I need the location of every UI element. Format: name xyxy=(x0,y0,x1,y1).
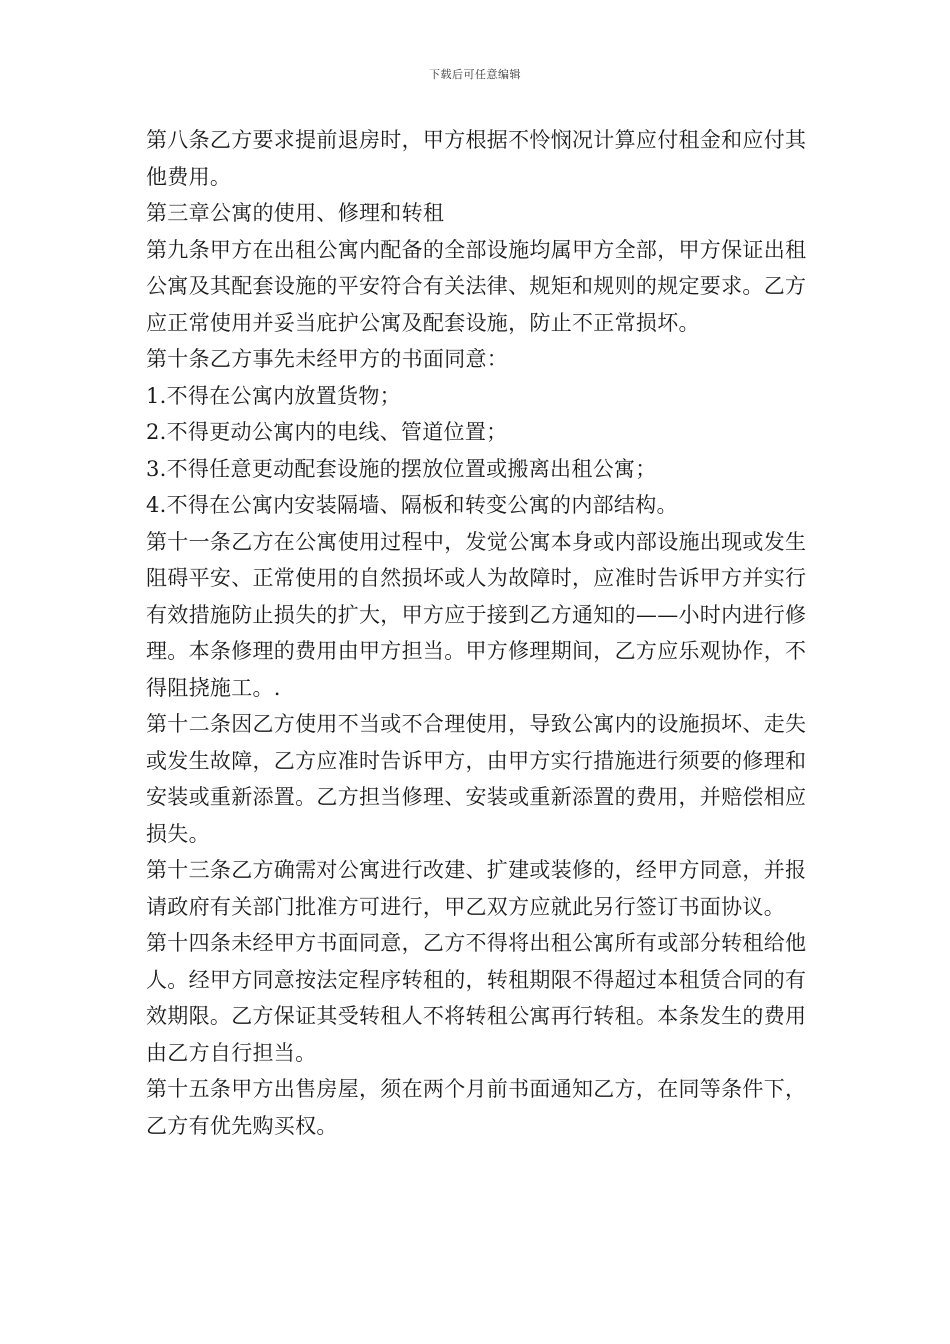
list-item-2: 2.不得更动公寓内的电线、管道位置； xyxy=(146,420,508,444)
list-item-3: 3.不得任意更动配套设施的摆放位置或搬离出租公寓； xyxy=(146,456,657,481)
paragraph-article-8: 第八条乙方要求提前退房时，甲方根据不怜悯况计算应付租金和应付其他费用。 xyxy=(146,128,807,189)
chapter-heading-3: 第三章公寓的使用、修理和转租 xyxy=(146,201,445,225)
paragraph-article-12: 第十二条因乙方使用不当或不合理使用，导致公寓内的设施损坏、走失或发生故障，乙方应准时告诉甲方，由甲方实行措施进行须要的修理和安装或重新添置。乙方担当修理、安装或重新添置的费用，并赔偿相应损失。 xyxy=(146,712,807,846)
list-item-4: 4.不得在公寓内安装隔墙、隔板和转变公寓的内部结构。 xyxy=(146,493,678,517)
paragraph-article-10: 第十条乙方事先未经甲方的书面同意： xyxy=(146,347,509,371)
paragraph-article-9: 第九条甲方在出租公寓内配备的全部设施均属甲方全部，甲方保证出租公寓及其配套设施的平安符合有关法律、规矩和规则的规定要求。乙方应正常使用并妥当庇护公寓及配套设施，防止不正常损坏。 xyxy=(146,237,807,335)
page-header: 下载后可任意编辑 xyxy=(429,68,521,81)
list-item-1: 1.不得在公寓内放置货物； xyxy=(146,383,401,408)
paragraph-article-14: 第十四条未经甲方书面同意，乙方不得将出租公寓所有或部分转租给他人。经甲方同意按法定程序转租的，转租期限不得超过本租赁合同的有效期限。乙方保证其受转租人不将转租公寓再行转租。本条发生的费用由乙方自行担当。 xyxy=(146,931,807,1065)
paragraph-article-15: 第十五条甲方出售房屋，须在两个月前书面通知乙方，在同等条件下，乙方有优先购买权。 xyxy=(146,1077,807,1138)
paragraph-article-13: 第十三条乙方确需对公寓进行改建、扩建或装修的，经甲方同意，并报请政府有关部门批准方可进行，甲乙双方应就此另行签订书面协议。 xyxy=(146,858,807,919)
paragraph-article-11: 第十一条乙方在公寓使用过程中，发觉公寓本身或内部设施出现或发生阻碍平安、正常使用的自然损坏或人为故障时，应准时告诉甲方并实行有效措施防止损失的扩大，甲方应于接到乙方通知的——小时内进行修理。本条修理的费用由甲方担当。甲方修理期间，乙方应乐观协作，不得阻挠施工。. xyxy=(146,529,807,700)
document-body xyxy=(146,122,826,1144)
